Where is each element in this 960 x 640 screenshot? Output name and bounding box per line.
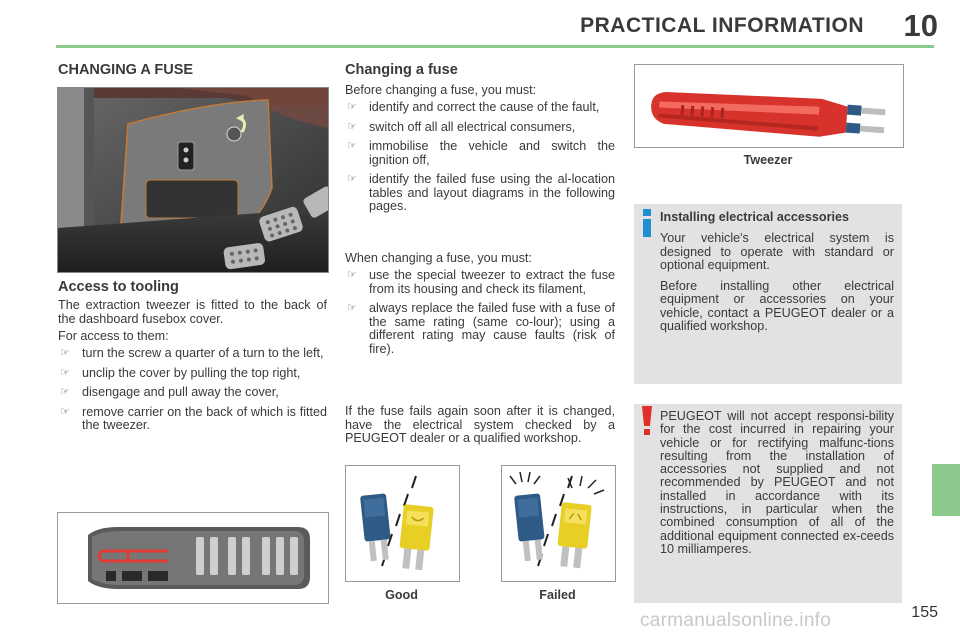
- warning-box: [634, 404, 902, 603]
- good-fuse-image: [346, 466, 459, 581]
- changing-fuse-title: Changing a fuse: [345, 62, 458, 78]
- access-steps-list: [58, 347, 327, 439]
- info-paragraph-2: Before installing other electrical equipment or accessories on your vehicle, contact a PEUGEOT dealer or a qualified workshop.: [660, 278, 894, 333]
- list-item: ☞ immobilise the vehicle and switch the ignition off,: [347, 139, 615, 167]
- pointing-hand-icon: ☞: [347, 101, 357, 113]
- good-fuse-illustration: [345, 465, 460, 582]
- fusebox-cover-image: [58, 88, 328, 272]
- pointing-hand-icon: ☞: [60, 366, 70, 379]
- fusebox-cover-illustration: [57, 87, 329, 273]
- list-item: ☞ disengage and pull away the cover,: [60, 385, 279, 399]
- pointing-hand-icon: ☞: [347, 269, 357, 281]
- pointing-hand-icon: ☞: [347, 173, 357, 185]
- access-intro-text: The extraction tweezer is fitted to the back of the dashboard fusebox cover.: [58, 298, 327, 326]
- tweezer-image: [635, 65, 903, 147]
- info-icon: [640, 209, 654, 237]
- when-lead-text: When changing a fuse, you must:: [345, 251, 532, 265]
- access-tooling-title: Access to tooling: [58, 279, 179, 295]
- spark-lines: [510, 472, 604, 494]
- before-steps-list: [345, 101, 615, 220]
- tweezer-illustration: [634, 64, 904, 148]
- info-paragraph-1: Your vehicle's electrical system is designed to operate with standard or optional equipment.: [660, 231, 894, 272]
- when-steps-list: [345, 269, 615, 362]
- fusebox-cover-back-illustration: [57, 512, 329, 604]
- info-box: [634, 204, 902, 384]
- failed-caption: Failed: [539, 588, 576, 602]
- pointing-hand-icon: ☞: [347, 302, 357, 314]
- list-item: ☞ turn the screw a quarter of a turn to the left,: [60, 346, 324, 360]
- list-item: ☞ switch off all all electrical consumers,: [347, 119, 576, 134]
- before-lead-text: Before changing a fuse, you must:: [345, 83, 537, 97]
- pointing-hand-icon: ☞: [347, 120, 357, 133]
- pointing-hand-icon: ☞: [60, 386, 70, 398]
- access-lead-text: For access to them:: [58, 329, 169, 343]
- pointing-hand-icon: ☞: [60, 405, 70, 418]
- watermark: carmanualsonline.info: [640, 610, 832, 631]
- pointing-hand-icon: ☞: [60, 347, 70, 359]
- list-item: ☞ remove carrier on the back of which is fitted the tweezer.: [60, 404, 327, 432]
- section-title: CHANGING A FUSE: [58, 62, 194, 78]
- fail-again-text: If the fuse fails again soon after it is changed, have the electrical system checked by a PEUGEOT dealer or a qualified workshop.: [345, 404, 615, 445]
- tweezer-carrier-image: [58, 513, 328, 603]
- list-item: ☞ use the special tweezer to extract the fuse from its housing and check its filament,: [347, 268, 615, 296]
- failed-fuse-illustration: [501, 465, 616, 582]
- pointing-hand-icon: ☞: [347, 140, 357, 152]
- list-item: ☞ always replace the failed fuse with a fuse of the same rating (same co-lour); using a different rating may cause faults (risk of fire).: [347, 301, 615, 356]
- header-rule: [56, 45, 934, 48]
- info-title: Installing electrical accessories: [660, 210, 850, 224]
- warning-exclamation-icon: [640, 406, 654, 436]
- failed-fuse-image: [502, 466, 615, 581]
- page-number: 155: [911, 604, 938, 621]
- tweezer-caption: Tweezer: [743, 153, 793, 167]
- chapter-tab: [932, 464, 960, 516]
- list-item: ☞ identify the failed fuse using the al-location tables and layout diagrams in the following pages.: [347, 172, 615, 213]
- good-caption: Good: [385, 588, 418, 602]
- list-item: ☞ identify and correct the cause of the fault,: [347, 100, 600, 114]
- list-item: ☞ unclip the cover by pulling the top right,: [60, 365, 301, 380]
- chapter-number: 10: [903, 8, 938, 43]
- page-header-title: PRACTICAL INFORMATION: [580, 14, 864, 37]
- warning-text: PEUGEOT will not accept responsi-bility for the cost incurred in repairing your vehicle or for rectifying malfunc-tions resulting from the installation of accessories not supplied and not recommended by PEUGEOT and not installed in accordance with its instructions, in particular when the combined consumption of all of the additional equipment connected ex-ceeds 10 milliamperes.: [660, 409, 894, 556]
